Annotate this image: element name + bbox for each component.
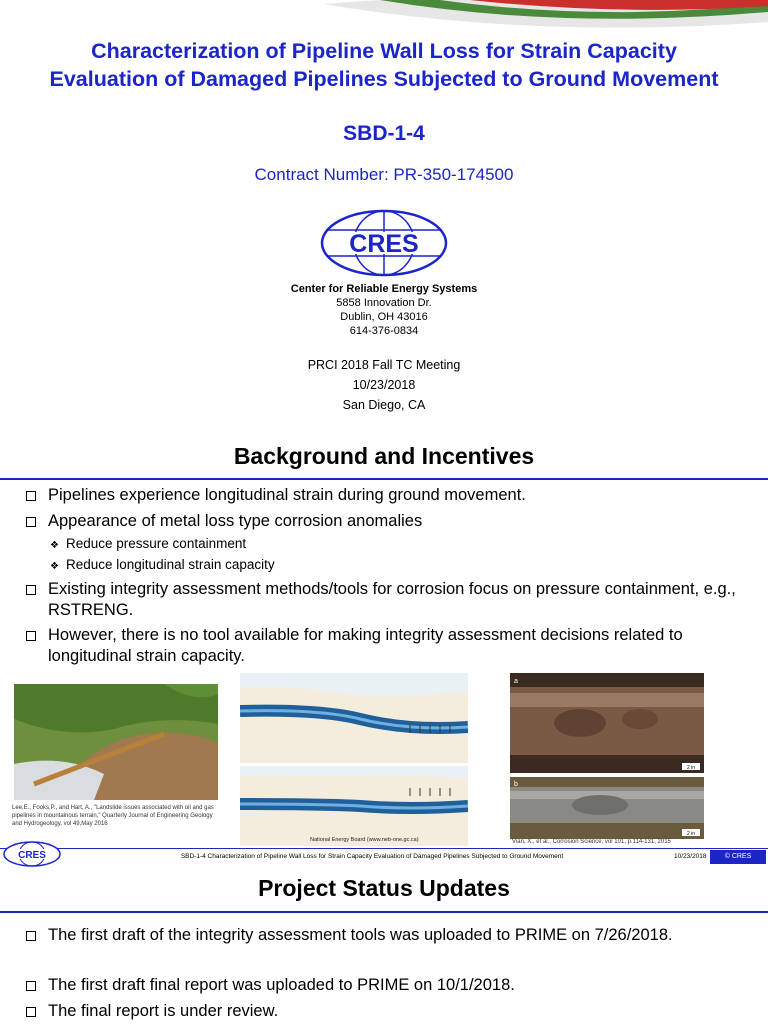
background-heading: Background and Incentives: [233, 443, 535, 469]
landslide-caption: Lee,E., Fooks,P., and Hart, A., "Landslide issues associated with oil and gas pipelines in mountainous terrain," Quarterly Journal of Engineering Geology and Hydrogeology, vol 49,May 2016: [12, 805, 214, 827]
corroded-pipe-photo-a: [510, 673, 704, 773]
list-item: [26, 485, 746, 506]
list-item: [26, 925, 746, 946]
diamond-bullet-icon: ❖: [50, 540, 59, 551]
scale-label: 2 in: [686, 831, 696, 837]
heading-divider: [0, 478, 768, 480]
list-item: [26, 511, 746, 532]
meeting-location: San Diego, CA: [342, 398, 426, 412]
list-item: [26, 1001, 746, 1022]
bullet-text: The first draft final report was uploaded to PRIME on 10/1/2018.: [48, 976, 515, 994]
checkbox-bullet-icon: [26, 631, 36, 641]
photo-label-b: b: [514, 781, 518, 788]
bullet-text: Pipelines experience longitudinal strain during ground movement.: [48, 486, 526, 504]
heading-divider: [0, 911, 768, 913]
footer-cres-logo: [2, 840, 62, 868]
slide-title: [0, 37, 768, 93]
project-code: SBD-1-4: [343, 122, 425, 145]
checkbox-bullet-icon: [26, 1007, 36, 1017]
status-heading: Project Status Updates: [258, 875, 510, 901]
org-phone: 614-376-0834: [349, 325, 419, 337]
meeting-block: [0, 355, 768, 415]
list-item: [26, 625, 746, 667]
sub-list-item: [50, 535, 246, 555]
meeting-date: 10/23/2018: [352, 378, 416, 392]
corrosion-caption: Vian, X., et al., Corrosion Science, vol 101, p.114-131, 2015: [512, 839, 671, 845]
checkbox-bullet-icon: [26, 491, 36, 501]
footer-divider: [0, 848, 768, 849]
list-item: [26, 579, 746, 621]
landslide-photo: [14, 684, 218, 800]
pipeline-diagram-top: [240, 673, 468, 763]
scale-label: 2 in: [686, 765, 696, 771]
title-line-2: Evaluation of Damaged Pipelines Subjected to Ground Movement: [49, 67, 719, 91]
diagram-credit: National Energy Board (www.neb-one.gc.ca): [310, 837, 419, 843]
pipeline-diagram-bottom: [240, 766, 468, 846]
sub-list-item: [50, 556, 275, 576]
checkbox-bullet-icon: [26, 981, 36, 991]
bullet-text: The final report is under review.: [48, 1002, 279, 1020]
photo-label-a: a: [514, 678, 518, 685]
bullet-text: Existing integrity assessment methods/tools for corrosion focus on pressure containment, e.g., RSTRENG.: [48, 580, 736, 619]
footer-logo-text: CRES: [18, 850, 46, 861]
logo-text: CRES: [349, 230, 419, 258]
contract-number: Contract Number: PR-350-174500: [254, 165, 514, 184]
list-item: [26, 975, 746, 996]
cres-logo: [318, 208, 450, 278]
sub-bullet-text: Reduce longitudinal strain capacity: [66, 557, 275, 572]
bullet-text: However, there is no tool available for making integrity assessment decisions related to longitudinal strain capacity.: [48, 626, 683, 665]
checkbox-bullet-icon: [26, 585, 36, 595]
org-address-1: 5858 Innovation Dr.: [336, 297, 432, 309]
footer-date: 10/23/2018: [674, 853, 707, 860]
footer-copyright-badge: © CRES: [710, 850, 766, 864]
organization-block: [0, 282, 768, 338]
corroded-pipe-photo-b: [510, 777, 704, 839]
title-line-1: Characterization of Pipeline Wall Loss for Strain Capacity: [91, 39, 677, 63]
checkbox-bullet-icon: [26, 517, 36, 527]
bullet-text: The first draft of the integrity assessment tools was uploaded to PRIME on 7/26/2018.: [48, 926, 673, 944]
diamond-bullet-icon: ❖: [50, 561, 59, 572]
meeting-name: PRCI 2018 Fall TC Meeting: [307, 358, 461, 372]
checkbox-bullet-icon: [26, 931, 36, 941]
sub-bullet-text: Reduce pressure containment: [66, 536, 247, 551]
org-address-2: Dublin, OH 43016: [340, 311, 428, 323]
footer-text: SBD-1-4 Characterization of Pipeline Wall Loss for Strain Capacity Evaluation of Damaged Pipelines Subjected to Ground Movement: [180, 853, 564, 860]
org-name: Center for Reliable Energy Systems: [290, 283, 478, 295]
bullet-text: Appearance of metal loss type corrosion anomalies: [48, 512, 423, 530]
